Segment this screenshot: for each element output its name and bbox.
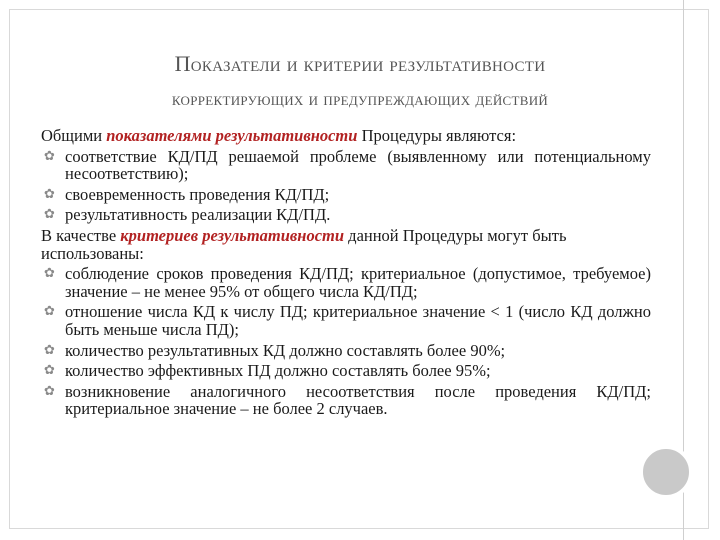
intro-criteria — [41, 227, 651, 262]
list-item-indicator-3 — [41, 206, 651, 224]
indicator-text: своевременность проведения КД/ПД; — [65, 184, 330, 204]
list-item-criterion-5 — [41, 383, 651, 418]
criteria-highlight: критериев результативности — [120, 225, 345, 245]
intro-criteria-post: данной Процедуры могут быть использованы: — [41, 225, 567, 263]
list-item-criterion-1 — [41, 265, 651, 300]
list-item-criterion-3 — [41, 342, 651, 360]
flower-bullet-icon: ✿ — [44, 207, 55, 223]
slide-title — [30, 46, 690, 118]
intro-indicators-post: Процедуры являются: — [357, 126, 517, 145]
flower-bullet-icon: ✿ — [44, 363, 55, 379]
criterion-text: количество эффективных ПД должно составлять более 95%; — [65, 361, 491, 381]
criterion-text: количество результативных КД должно составлять более 90%; — [65, 340, 506, 360]
criterion-text: возникновение аналогичного несоответствия после проведения КД/ПД; критериальное значение – не более 2 случаев. — [65, 381, 651, 419]
flower-bullet-icon: ✿ — [44, 148, 55, 164]
indicator-text: соответствие КД/ПД решаемой проблеме (выявленному или потенциальному несоответствию); — [65, 146, 651, 184]
flower-bullet-icon: ✿ — [44, 266, 55, 282]
slide-title-line2: корректирующих и предупреждающих действий — [171, 89, 549, 110]
list-item-criterion-4 — [41, 362, 651, 380]
flower-bullet-icon: ✿ — [44, 304, 55, 320]
intro-indicators-pre: Общими — [41, 126, 107, 145]
slide-body — [41, 127, 651, 421]
list-item-criterion-2 — [41, 303, 651, 338]
flower-bullet-icon: ✿ — [44, 342, 55, 358]
criterion-text: соблюдение сроков проведения КД/ПД; критериальное (допустимое, требуемое) значение – не менее 95% от общего числа КД/ПД; — [65, 264, 651, 301]
indicator-text: результативность реализации КД/ПД. — [65, 205, 331, 225]
decorative-circle — [639, 445, 693, 499]
flower-bullet-icon: ✿ — [44, 186, 55, 202]
list-item-indicator-1 — [41, 148, 651, 183]
intro-indicators — [41, 127, 651, 145]
slide-title-line1: Показатели и критерии результативности — [174, 51, 546, 76]
intro-criteria-pre: В качестве — [41, 225, 121, 245]
list-item-indicator-2 — [41, 186, 651, 204]
indicators-highlight: показателями результативности — [106, 126, 358, 145]
criterion-text: отношение числа КД к числу ПД; критериальное значение < 1 (число КД должно быть меньше числа ПД); — [65, 302, 651, 339]
flower-bullet-icon: ✿ — [44, 383, 55, 399]
